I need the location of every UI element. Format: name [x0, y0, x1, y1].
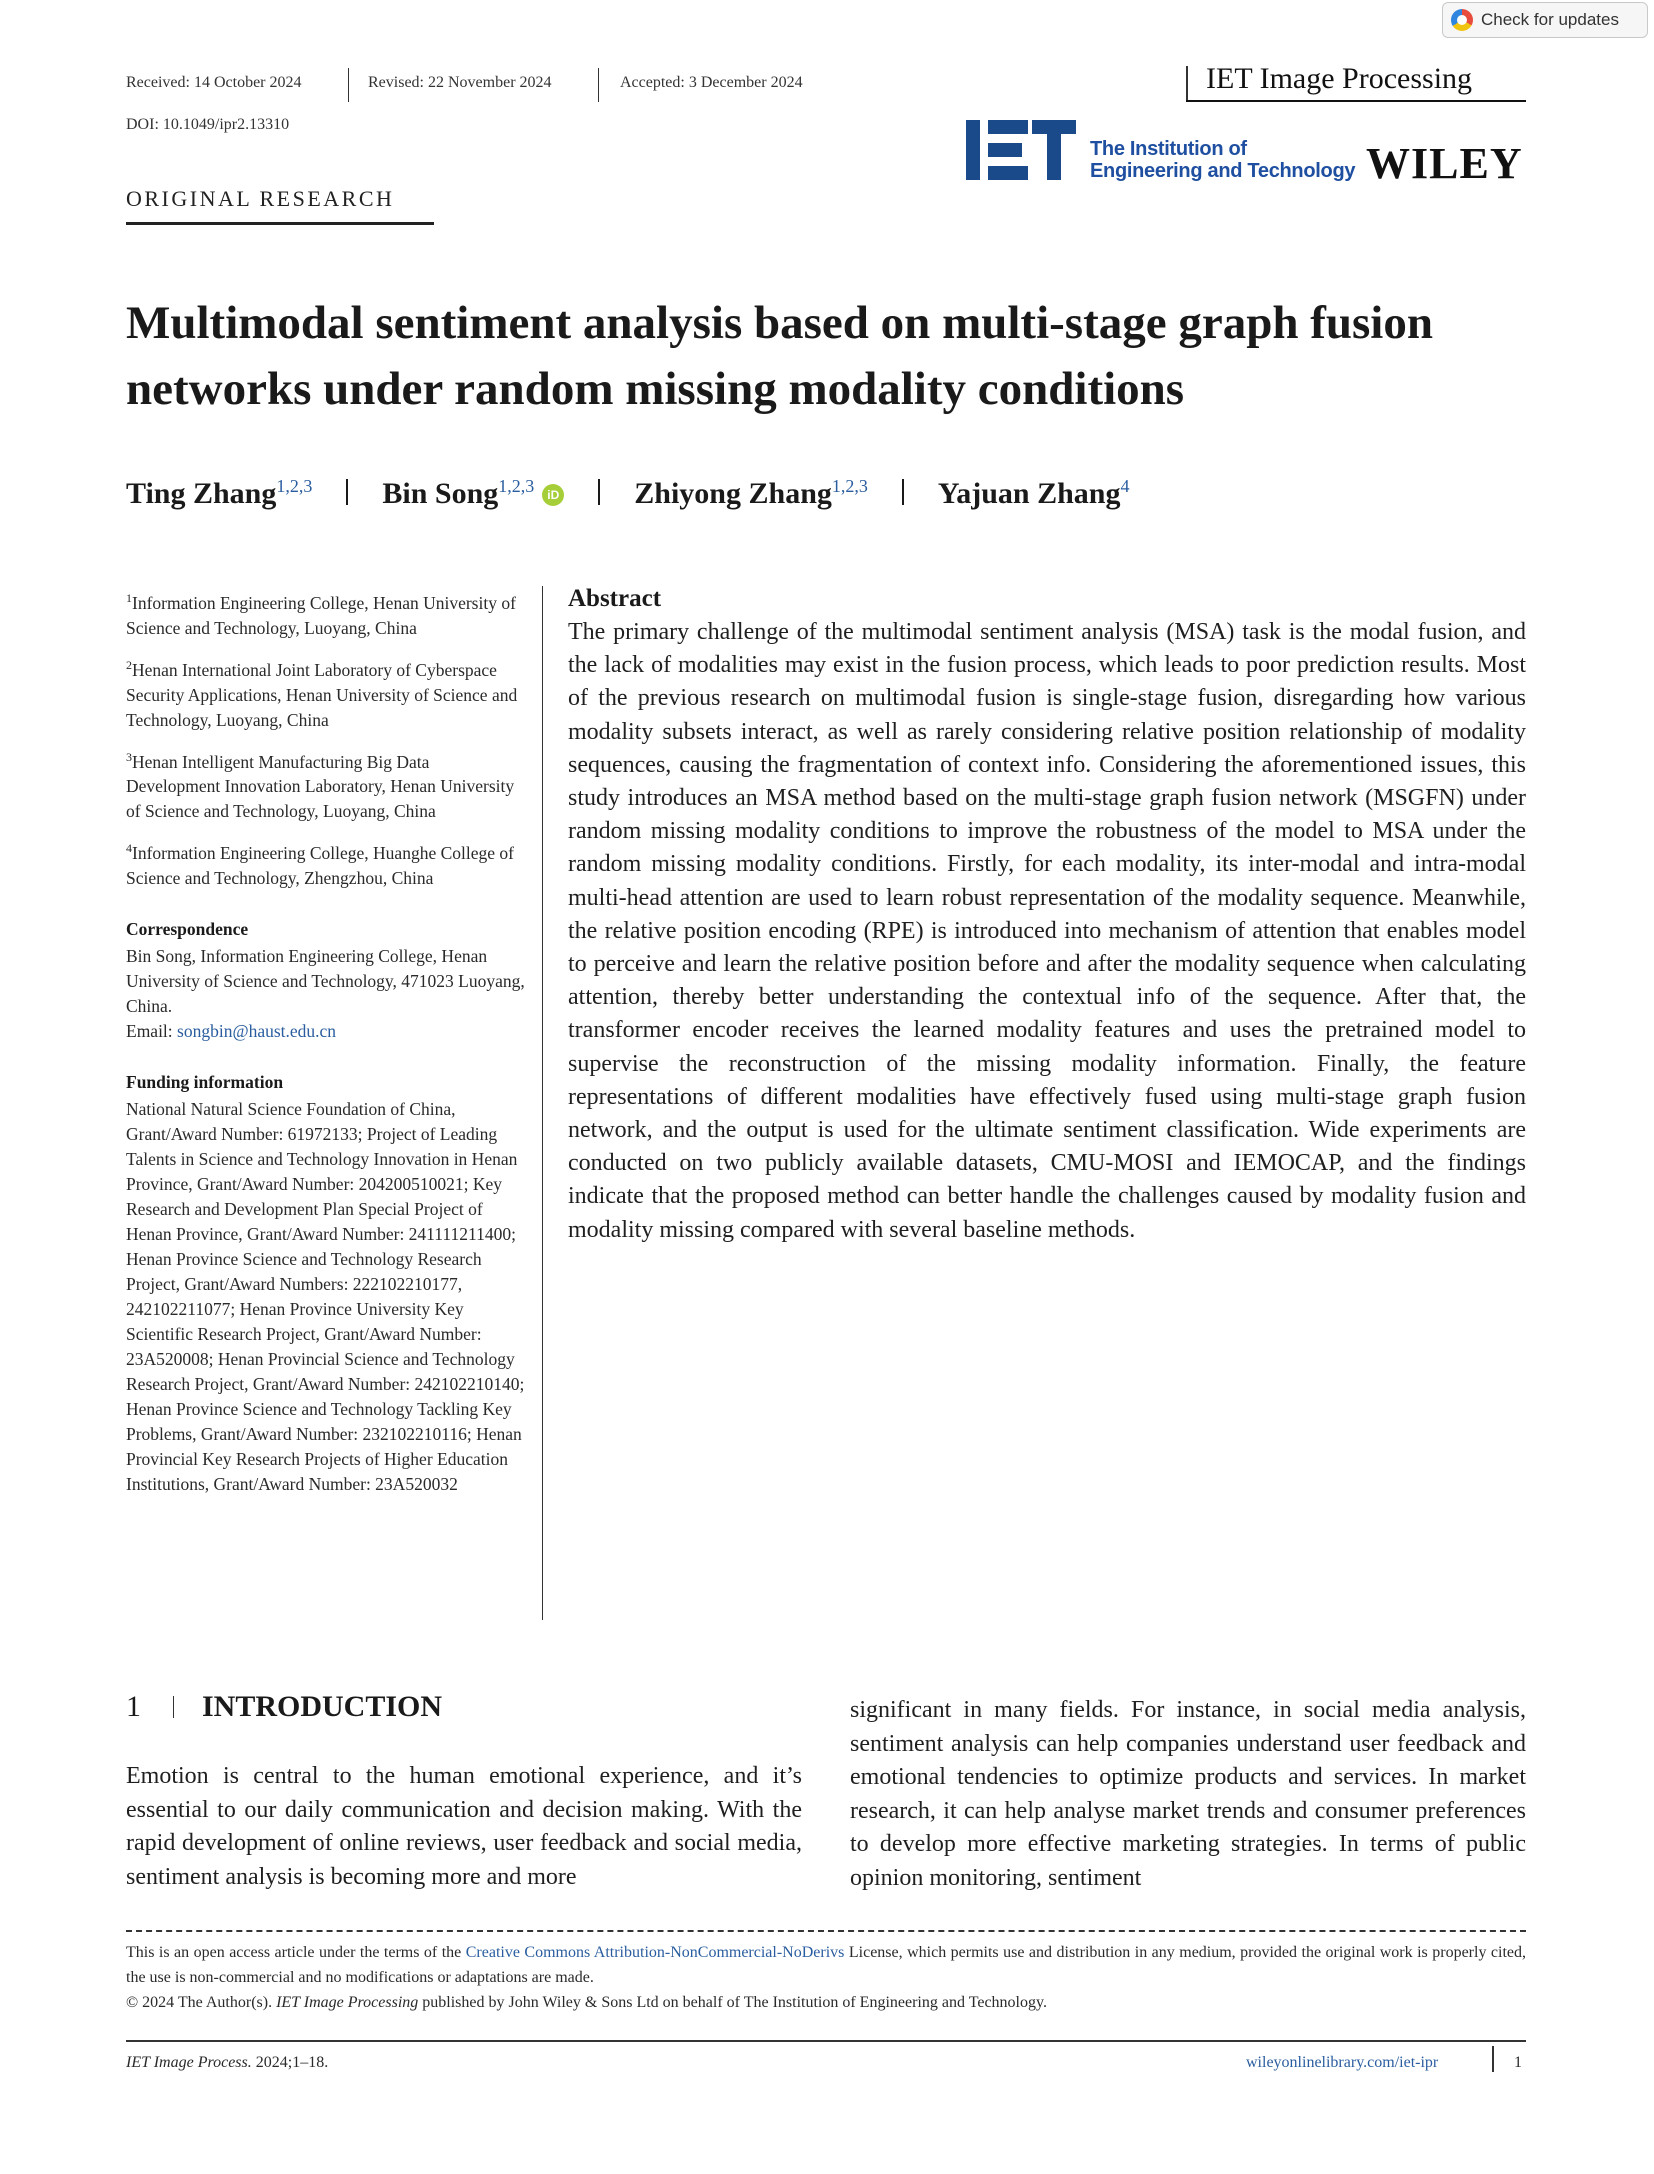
journal-underline: [1186, 100, 1526, 102]
funding-text: National Natural Science Foundation of China, Grant/Award Number: 61972133; Project of Leading Talents in Science and Technology Innovation in Henan Province, Grant/Award Number: 204200510021; Key Research and Development Plan Special Project of Henan Province, Grant/Award Number: 241111211400; Henan Province Science and Technology Research Project, Grant/Award Numbers: 222102210177, 242102211077; Henan Province University Key Scientific Research Project, Grant/Award Number: 23A520008; Henan Provincial Science and Technology Research Project, Grant/Award Number: 242102210140; Henan Province Science and Technology Tackling Key Problems, Grant/Award Number: 232102210116; Henan Provincial Key Research Projects of Higher Education Institutions, Grant/Award Number: 23A520032: [126, 1099, 525, 1495]
header-divider: [348, 68, 349, 102]
email-link[interactable]: songbin@haust.edu.cn: [177, 1021, 337, 1042]
author-name[interactable]: Ting Zhang$^{1,2,3}$: [126, 476, 313, 510]
affiliation: $^4$Information Engineering College, Huanghe College of Science and Technology, Zhengzhou, China: [126, 841, 514, 889]
section-tag-underline: [126, 222, 434, 225]
author-name[interactable]: Bin Song$^{1,2,3}$ iD: [382, 476, 564, 511]
doi[interactable]: DOI: 10.1049/ipr2.13310: [126, 116, 290, 133]
author-separator: [598, 479, 600, 505]
abstract-section: [568, 582, 1526, 1247]
column-rule: [542, 586, 543, 1620]
article-title: Multimodal sentiment analysis based on multi-stage graph fusion networks under random missing modality conditions: [126, 297, 1434, 415]
author-name[interactable]: Zhiyong Zhang$^{1,2,3}$: [634, 476, 868, 510]
check-for-updates-button[interactable]: [1442, 2, 1648, 38]
journal-title: IET Image Processing: [1206, 62, 1473, 95]
received-date: Received: 14 October 2024: [126, 74, 302, 91]
author-list: [126, 476, 1129, 511]
iet-institution-name: [1090, 138, 1355, 182]
footer-journal-link[interactable]: wileyonlinelibrary.com/iet-ipr: [1246, 2054, 1439, 2071]
introduction-heading: [126, 1690, 442, 1724]
footer-citation: IET Image Process. 2024;1–18.: [126, 2054, 329, 2071]
copyright-notice: © 2024 The Author(s). IET Image Processing published by John Wiley & Sons Ltd on behalf of The Institution of Engineering and Technology.: [126, 1994, 1047, 2011]
license-link[interactable]: Creative Commons Attribution-NonCommercial-NoDerivs: [465, 1944, 845, 1961]
iet-institution-line2: Engineering and Technology: [1090, 160, 1356, 182]
crossmark-icon: [1451, 9, 1473, 31]
wiley-logo: WILEY: [1366, 139, 1523, 188]
abstract-heading: Abstract: [568, 585, 662, 612]
correspondence-text: Bin Song, Information Engineering College, Henan University of Science and Technology, 471023 Luoyang, China. Email: songbin@haust.edu.cn: [126, 946, 525, 1042]
iet-logo-icon: [966, 120, 1076, 180]
revised-date: Revised: 22 November 2024: [368, 74, 552, 91]
affiliation: $^1$Information Engineering College, Henan University of Science and Technology, Luoyang, China: [126, 591, 516, 638]
section-tag: ORIGINAL RESEARCH: [126, 186, 395, 211]
accepted-date: Accepted: 3 December 2024: [620, 74, 803, 91]
footer-page-divider: [1492, 2046, 1494, 2072]
footnote-divider: [126, 1930, 1526, 1932]
section-number-divider: [173, 1696, 174, 1718]
affiliation: $^2$Henan International Joint Laboratory of Cyberspace Security Applications, Henan University of Science and Technology, Luoyang, China: [126, 657, 518, 730]
journal-divider: [1186, 66, 1188, 102]
iet-institution-line1: The Institution of: [1090, 138, 1247, 160]
section-title: INTRODUCTION: [202, 1690, 443, 1723]
page-number: 1: [1514, 2054, 1522, 2071]
author-separator: [346, 479, 348, 505]
footer-divider: [126, 2040, 1526, 2042]
introduction-text-right: significant in many fields. For instance, in social media analysis, sentiment analysis can help companies understand user feedback and emotional tendencies to optimize products and services. In market research, it can help analyse market trends and consumer preferences to develop more effective marketing strategies. In terms of public opinion monitoring, sentiment: [850, 1697, 1526, 1891]
header-divider: [598, 68, 599, 102]
author-separator: [902, 479, 904, 505]
funding-heading: Funding information: [126, 1072, 284, 1093]
license-notice: This is an open access article under the terms of the Creative Commons Attribution-NonCommercial-NoDerivs License, which permits use and distribution in any medium, provided the original work is properly cited, the use is non-commercial and no modifications or adaptations are made.: [126, 1944, 1527, 1986]
article-sidebar: [126, 586, 528, 1497]
abstract-text: The primary challenge of the multimodal sentiment analysis (MSA) task is the modal fusion, and the lack of modalities may exist in the fusion process, which leads to poor prediction results. Most of the previous research on multimodal fusion is single-stage fusion, disregarding how various modality subsets interact, as well as rarely considering relative position relationship of modality sequences, causing the fragmentation of context info. Considering the aforementioned issues, this study introduces an MSA method based on the multi-stage graph fusion network (MSGFN) under random missing modality conditions to improve the robustness of the model to MSA under the random missing modality conditions. Firstly, for each modality, its inter-modal and intra-modal multi-head attention are used to learn robust representation of the modality sequence. Meanwhile, the relative position encoding (RPE) is introduced into mechanism of attention that enables model to perceive and learn the relative position before and after the modality sequence when calculating attention, thereby better understanding the contextual info of the sequence. After that, the transformer encoder receives the learned modality features and uses the pretrained model to supervise the reconstruction of the missing modality information. Finally, the feature representations of different modalities have effectively fused using multi-stage graph fusion network, and the output is used for the ultimate sentiment classification. Wide experiments are conducted on two publicly available datasets, CMU-MOSI and IEMOCAP, and the findings indicate that the proposed method can better handle the challenges caused by modality fusion and modality missing compared with several baseline methods.: [568, 619, 1526, 1243]
orcid-icon[interactable]: iD: [542, 484, 564, 506]
section-number: 1: [126, 1690, 141, 1723]
introduction-text-left: Emotion is central to the human emotional experience, and it’s essential to our daily communication and decision making. With the rapid development of online reviews, user feedback and social media, sentiment analysis is becoming more and more: [126, 1763, 802, 1890]
check-for-updates-label: Check for updates: [1481, 10, 1619, 29]
affiliation: $^3$Henan Intelligent Manufacturing Big Data Development Innovation Laboratory, Henan University of Science and Technology, Luoyang, China: [126, 749, 515, 822]
correspondence-heading: Correspondence: [126, 919, 249, 940]
author-name[interactable]: Yajuan Zhang$^4$: [937, 476, 1130, 510]
